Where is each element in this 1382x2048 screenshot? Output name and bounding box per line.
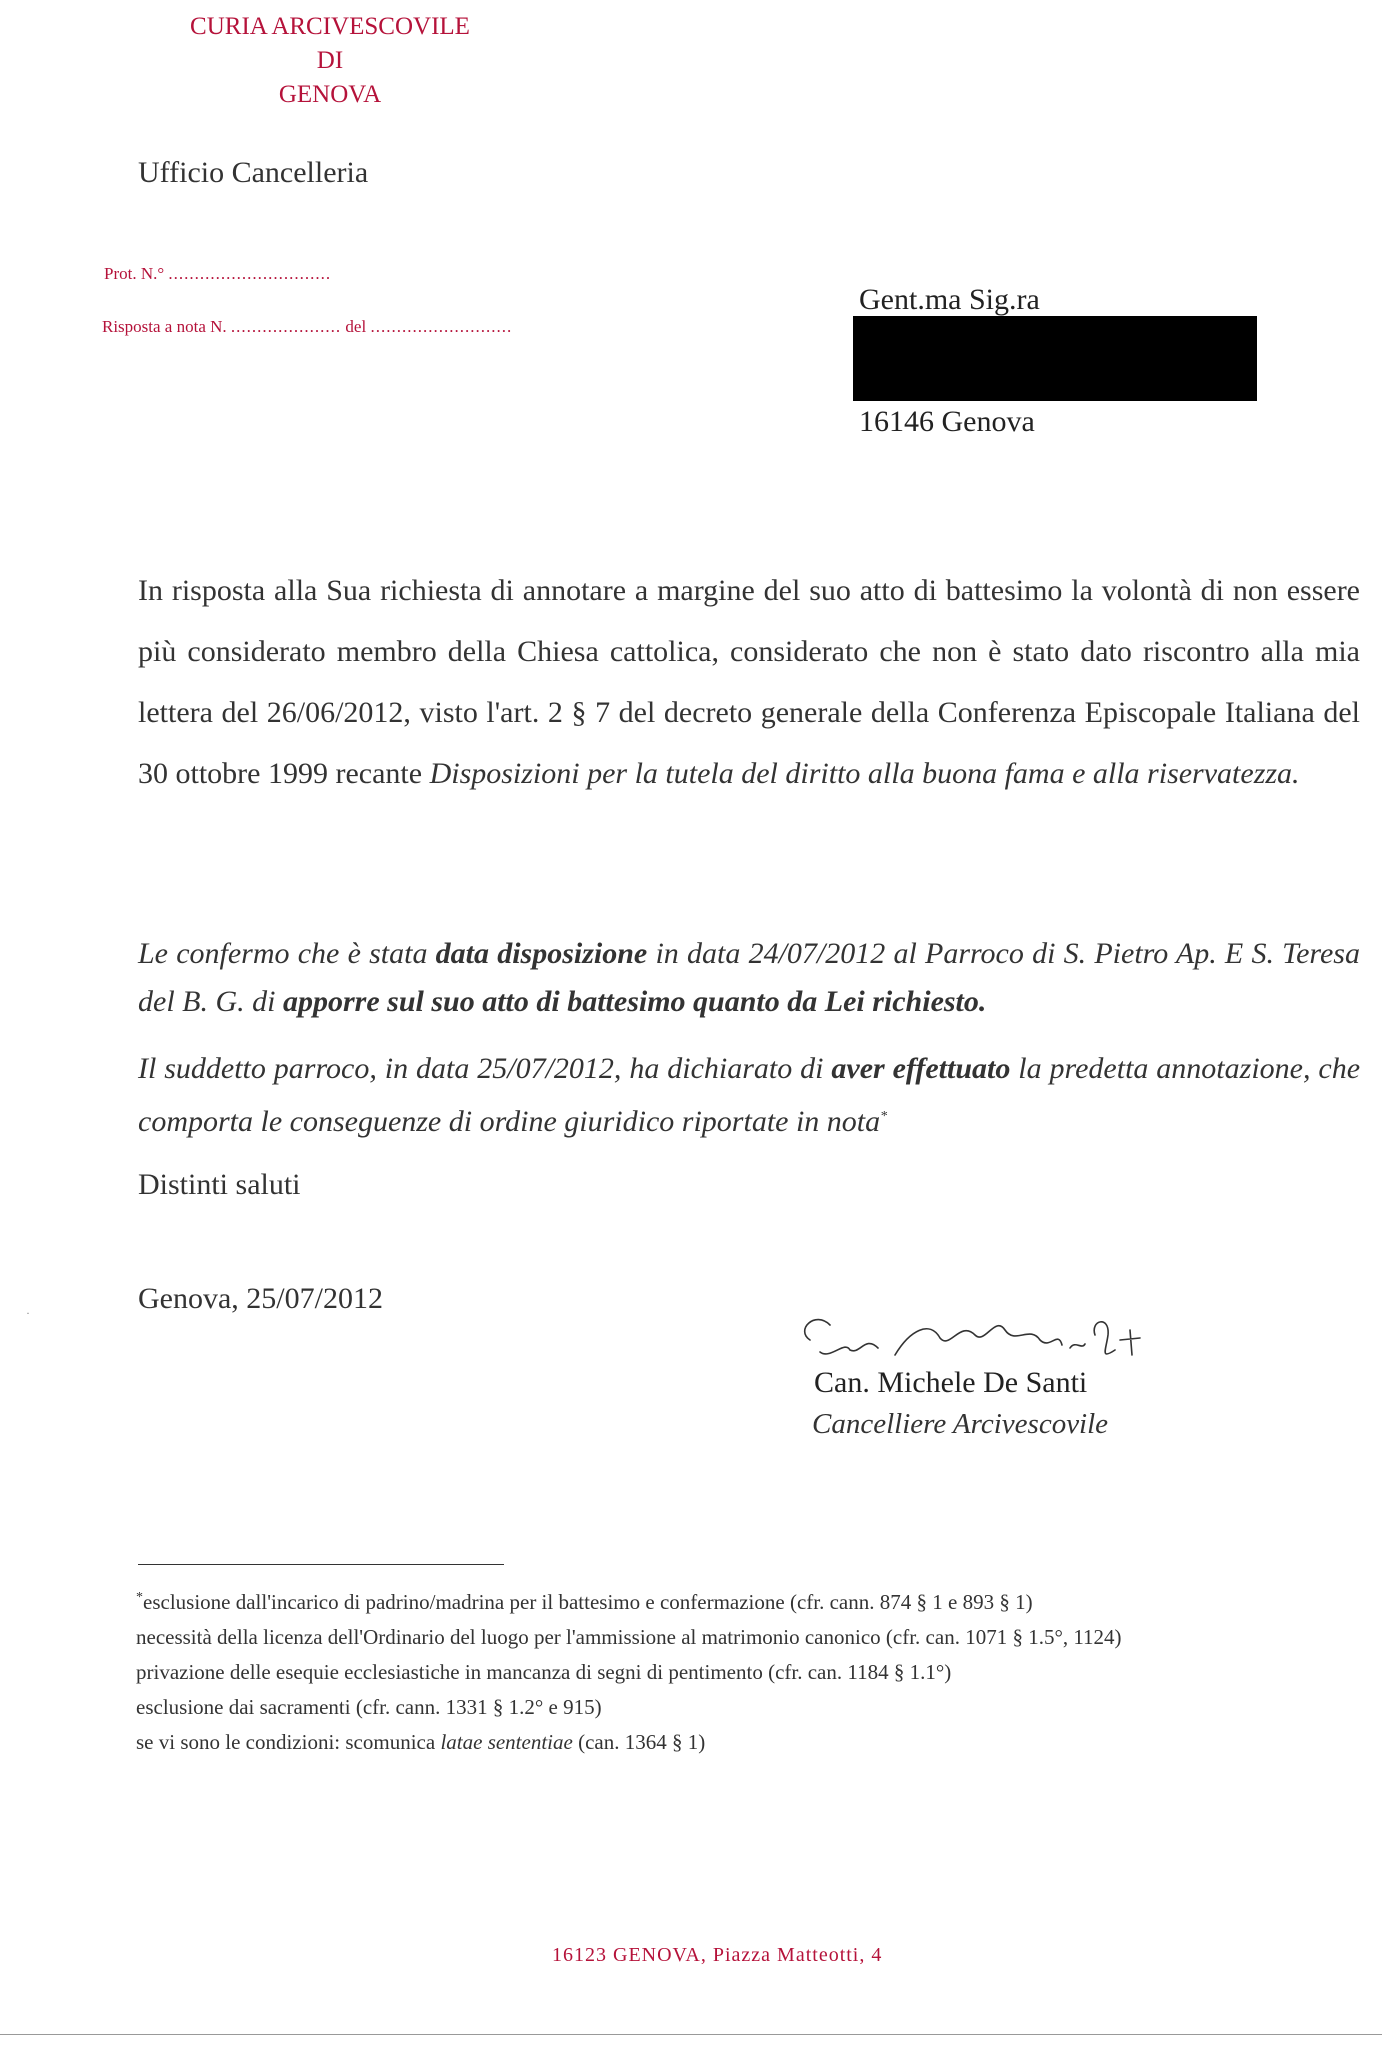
handwritten-signature <box>790 1300 1150 1375</box>
p1-italic-title: Disposizioni per la tutela del diritto alla buona fama e alla riservatezza. <box>429 757 1300 790</box>
scan-edge-mark: · <box>26 1306 30 1320</box>
p3-part-a: Il suddetto parroco, in data 25/07/2012, ha dichiarato di <box>138 1052 824 1085</box>
footnote-line-2: necessità della licenza dell'Ordinario del luogo per l'ammissione al matrimonio canonico (cfr. can. 1071 § 1.5°, 1124) <box>136 1625 1122 1649</box>
footnote-divider <box>138 1564 504 1565</box>
p1-text: In risposta alla Sua richiesta di annotare a margine del suo atto di battesimo la volontà di non essere più considerato membro della Chiesa cattolica, considerato che non è stato dato riscontro alla mia lettera del 26/06/2012, visto l'art. 2 § 7 del decreto generale della Conferenza Episcopale Italiana del 30 ottobre 1999 recante <box>138 574 1360 790</box>
signatory-role: Cancelliere Arcivescovile <box>812 1408 1109 1440</box>
body-paragraph-3 <box>138 1045 1360 1146</box>
reply-reference-field <box>102 317 512 337</box>
p2-part-c: in data 24/07/2012 al Parroco di S. Pietro Ap. E S. Teresa del B. G. di <box>138 937 1360 1018</box>
footnote-line-5-b: (can. 1364 § 1) <box>578 1730 706 1754</box>
letterhead-line-2: DI <box>316 47 344 74</box>
footnote-line-1 <box>136 1580 1332 1620</box>
footnote-line-5 <box>136 1725 1332 1760</box>
footnote-line-5-a: se vi sono le condizioni: scomunica <box>136 1730 436 1754</box>
place-and-date: Genova, 25/07/2012 <box>138 1282 383 1315</box>
p3-bold: aver effettuato <box>831 1052 1011 1085</box>
signatory-name: Can. Michele De Santi <box>814 1366 1088 1399</box>
footnote-marker: * <box>880 1109 888 1124</box>
reply-dots: ..................... <box>230 317 342 336</box>
letterhead <box>130 10 530 112</box>
footnote-line-1-text: esclusione dall'incarico di padrino/madrina per il battesimo e confermazione (cfr. cann. 874 § 1 e 893 § 1) <box>143 1590 1033 1614</box>
del-label: del <box>345 317 367 336</box>
del-dots: ........................... <box>370 317 513 336</box>
p2-bold-1: data disposizione <box>435 937 648 970</box>
body-paragraph-1 <box>138 560 1360 804</box>
reply-label: Risposta a nota N. <box>102 317 227 336</box>
footnotes <box>136 1580 1332 1760</box>
p2-part-a: Le confermo che è stata <box>138 937 428 970</box>
protocol-number-field <box>104 264 331 284</box>
closing-greeting: Distinti saluti <box>138 1168 301 1201</box>
protocol-dots: ............................... <box>168 264 332 283</box>
letterhead-line-1: CURIA ARCIVESCOVILE <box>190 13 470 40</box>
footnote-line-5-italic: latae sententiae <box>440 1730 573 1754</box>
footnote-line-3: privazione delle esequie ecclesiastiche in mancanza di segni di pentimento (cfr. can. 1184 § 1.1°) <box>136 1660 952 1684</box>
recipient-city: 16146 Genova <box>859 405 1035 438</box>
office-name: Ufficio Cancelleria <box>138 156 369 189</box>
office-address: 16123 GENOVA, Piazza Matteotti, 4 <box>552 1944 883 1966</box>
recipient-salutation: Gent.ma Sig.ra <box>859 283 1040 316</box>
p2-bold-2: apporre sul suo atto di battesimo quanto da Lei richiesto. <box>282 985 987 1018</box>
scan-bottom-edge <box>0 2034 1382 2035</box>
body-paragraph-2 <box>138 930 1360 1026</box>
footnote-line-4: esclusione dai sacramenti (cfr. cann. 1331 § 1.2° e 915) <box>136 1695 602 1719</box>
redacted-recipient-name <box>853 316 1257 401</box>
letterhead-line-3: GENOVA <box>278 81 382 108</box>
footnote-line-1-marker: * <box>136 1590 143 1605</box>
p3-part-c: la predetta annotazione, che comporta le conseguenze di ordine giuridico riportate in nota <box>138 1052 1361 1138</box>
protocol-label: Prot. N.° <box>104 264 165 283</box>
